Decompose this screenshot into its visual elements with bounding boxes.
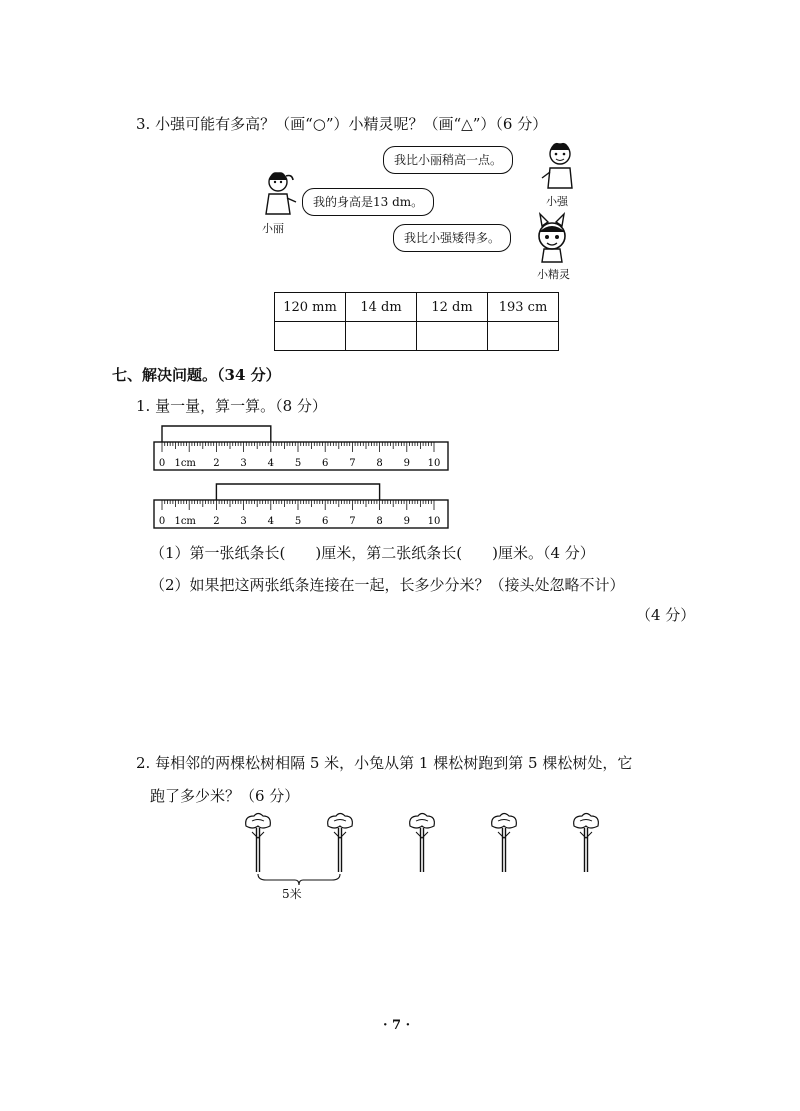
ruler1-label: 4 <box>267 458 274 469</box>
ruler2-label: 10 <box>427 516 441 527</box>
ruler1-label: 5 <box>294 458 302 469</box>
ruler2-label: 0 <box>158 516 166 527</box>
ruler1-label: 7 <box>349 458 356 469</box>
height-options-table <box>274 292 559 351</box>
name-xiaoqiang: 小强 <box>546 195 568 208</box>
pine-tree-icon <box>410 814 435 873</box>
options-header-row <box>275 293 559 322</box>
distance-brace <box>258 874 340 885</box>
ruler1-label: 6 <box>322 458 329 469</box>
option-cell: 193 cm <box>488 293 559 322</box>
ruler2-label: 4 <box>267 516 274 527</box>
ruler1-label: 1cm <box>174 458 196 469</box>
ruler1-label: 9 <box>403 458 410 469</box>
ruler-2 <box>150 482 460 530</box>
option-cell: 14 dm <box>346 293 417 322</box>
ruler2-label: 2 <box>213 516 220 527</box>
q1-title: 1. 量一量，算一算。（8 分） <box>136 397 327 415</box>
ruler1-label: 8 <box>376 458 383 469</box>
ruler-1 <box>150 424 460 472</box>
speech-bubble-xiaoqiang: 我比小丽稍高一点。 <box>383 146 513 174</box>
ruler1-label: 3 <box>240 458 247 469</box>
page-number: · 7 · <box>383 1018 411 1033</box>
q2-line2: 跑了多少米？（6 分） <box>150 787 300 805</box>
answer-cell[interactable] <box>488 322 559 351</box>
answer-cell[interactable] <box>346 322 417 351</box>
ruler2-label: 8 <box>376 516 383 527</box>
pine-tree-icon <box>328 814 353 873</box>
xiaoqiang-figure-icon <box>540 140 580 190</box>
option-cell: 12 dm <box>417 293 488 322</box>
xiaoli-figure-icon <box>260 168 300 218</box>
ruler1-paper-strip <box>162 426 271 442</box>
ruler1-label: 2 <box>213 458 220 469</box>
ruler1-label: 10 <box>427 458 441 469</box>
distance-label: 5米 <box>282 887 302 901</box>
options-answer-row <box>275 322 559 351</box>
speech-bubble-jingling: 我比小强矮得多。 <box>393 224 511 252</box>
ruler2-label: 9 <box>403 516 410 527</box>
ruler2-label: 1cm <box>174 516 196 527</box>
ruler2-label: 3 <box>240 516 247 527</box>
jingling-figure-icon <box>530 212 574 264</box>
pine-tree-icon <box>574 814 599 873</box>
answer-cell[interactable] <box>275 322 346 351</box>
ruler1-label: 0 <box>158 458 166 469</box>
q1-part2-score: （4 分） <box>636 606 696 624</box>
ruler2-label: 5 <box>294 516 302 527</box>
ruler2-label: 6 <box>322 516 329 527</box>
section7-title: 七、解决问题。（34 分） <box>112 366 281 384</box>
ruler2-paper-strip <box>216 484 379 500</box>
pine-tree-icon <box>246 814 271 873</box>
pine-tree-icon <box>492 814 517 873</box>
name-xiaoli: 小丽 <box>262 222 284 235</box>
answer-cell[interactable] <box>417 322 488 351</box>
q3-title: 3. 小强可能有多高？（画“○”）小精灵呢？（画“△”）（6 分） <box>136 115 548 133</box>
q1-part2: （2）如果把这两张纸条连接在一起，长多少分米？（接头处忽略不计） <box>150 576 625 594</box>
ruler2-label: 7 <box>349 516 356 527</box>
name-jingling: 小精灵 <box>537 268 570 281</box>
speech-bubble-xiaoli: 我的身高是13 dm。 <box>302 188 434 216</box>
option-cell: 120 mm <box>275 293 346 322</box>
q1-part1: （1）第一张纸条长( )厘米，第二张纸条长( )厘米。（4 分） <box>150 544 595 562</box>
q2-line1: 2. 每相邻的两棵松树相隔 5 米，小兔从第 1 棵松树跑到第 5 棵松树处，它 <box>136 754 633 772</box>
